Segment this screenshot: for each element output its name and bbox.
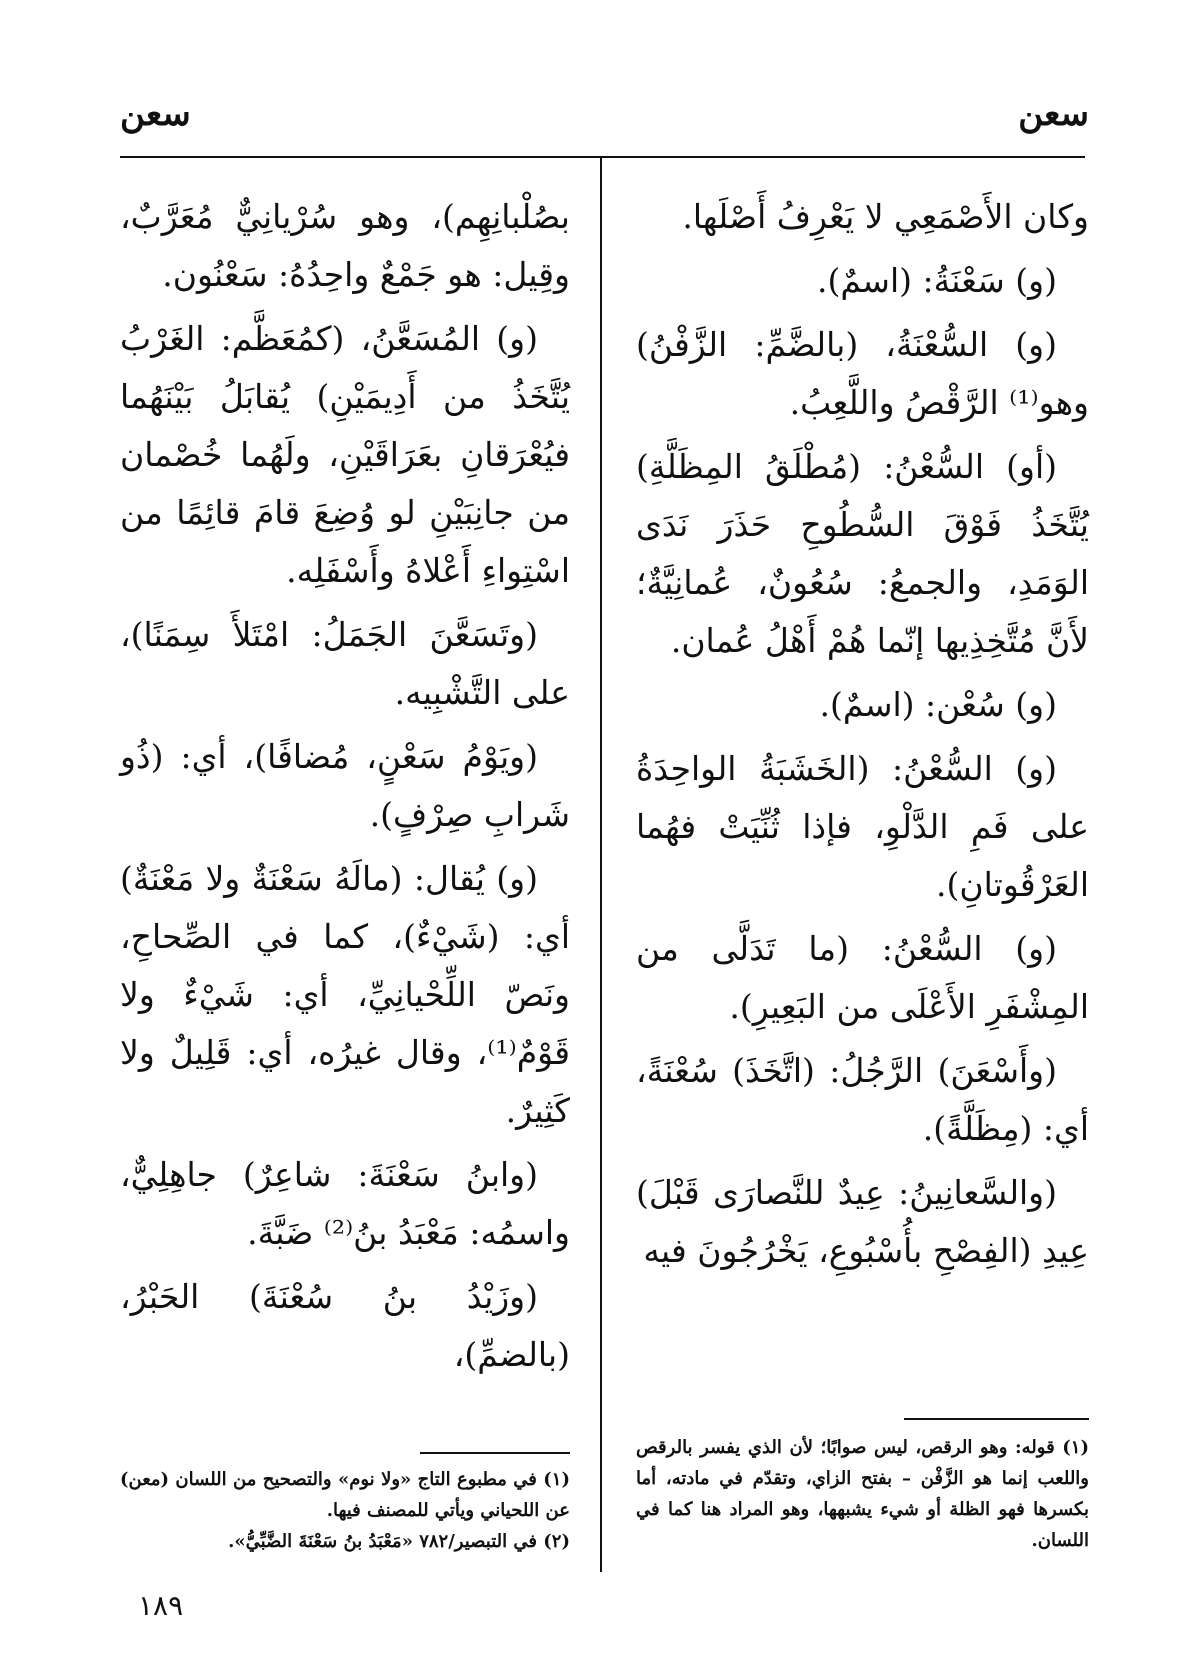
- entry-paragraph: بصُلْبانِهِم)، وهو سُرْيانِيٌّ مُعَرَّبٌ، وقِيل: هو جَمْعٌ واحِدُهُ: سَعْنُون.: [120, 197, 570, 294]
- entry-paragraph: (و) سَعْنَةُ: (اسمٌ).: [816, 261, 1057, 300]
- entry-paragraph: (و) السُّعْنَةُ، (بالضَّمِّ: الزَّفْنُ) وهو⁽¹⁾ الرَّقْصُ واللَّعِبُ.: [636, 325, 1089, 422]
- entry-paragraph: (وتَسَعَّنَ الجَمَلُ: امْتَلأَ سِمَنًا)، على التَّشْبِيه.: [120, 615, 570, 712]
- footnotes-left: [120, 1464, 570, 1557]
- entry-paragraph: (وابنُ سَعْنَةَ: شاعِرٌ) جاهِلِيٌّ، واسمُه: مَعْبَدُ بنُ⁽²⁾ ضَبَّةَ.: [120, 1155, 570, 1252]
- running-head-left: سعن: [120, 94, 191, 134]
- running-head-right: سعن: [1018, 94, 1089, 134]
- entry-paragraph: (أو) السُّعْنُ: (مُطْلَقُ المِظَلَّةِ) يُتَّخَذُ فَوْقَ السُّطُوحِ حَذَرَ نَدَى الوَمَدِ، والجمعُ: سُعُونٌ، عُمانِيَّةٌ؛ لأَنَّ مُتَّخِذِيها إنّما هُمْ أَهْلُ عُمان.: [636, 447, 1089, 660]
- entry-paragraph: (و) السُّعْنُ: (ما تَدَلَّى من المِشْفَرِ الأَعْلَى من البَعِيرِ).: [636, 929, 1089, 1026]
- entry-paragraph: (ويَوْمُ سَعْنٍ، مُضافًا)، أي: (ذُو شَرابِ صِرْفٍ).: [120, 737, 570, 834]
- entry-paragraph: (و) السُّعْنُ: (الخَشَبَةُ الواحِدَةُ على فَمِ الدَّلْوِ، فإذا ثُنِّيَتْ فهُما العَرْقُوتانِ).: [636, 749, 1089, 904]
- column-divider: [600, 157, 602, 1572]
- header-rule: [120, 156, 1085, 158]
- footnote: (١) في مطبوع التاج «ولا نوم» والتصحيح من اللسان (معن) عن اللحياني ويأتي للمصنف فيها.: [120, 1469, 570, 1521]
- entry-paragraph: وكان الأَصْمَعِي لا يَعْرِفُ أَصْلَها.: [682, 197, 1089, 236]
- right-column: [636, 188, 1089, 1286]
- entry-paragraph: (و) يُقال: (مالَهُ سَعْنَةٌ ولا مَعْنَةٌ) أي: (شَيْءٌ)، كما في الصِّحاحِ، ونَصّ اللِّحْيانِيِّ، أي: شَيْءٌ ولا قَوْمٌ⁽¹⁾، وقال غيرُه، أي: قَلِيلٌ ولا كَثِيرٌ.: [120, 859, 570, 1130]
- footnote-rule-right: [904, 1418, 1089, 1420]
- entry-paragraph: (و) سُعْن: (اسمٌ).: [819, 685, 1057, 724]
- footnotes-right: [636, 1432, 1089, 1556]
- left-column: [120, 188, 570, 1390]
- entry-paragraph: (والسَّعانِينُ: عِيدٌ للنَّصارَى قَبْلَ) عِيدِ (الفِصْحِ بأُسْبُوعِ، يَخْرُجُونَ فيه: [636, 1173, 1089, 1270]
- entry-paragraph: (وزَيْدُ بنُ سُعْنَةَ) الحَبْرُ، (بالضمِّ)،: [120, 1277, 570, 1374]
- page-number: ١٨٩: [138, 1589, 184, 1622]
- footnote-rule-left: [420, 1452, 570, 1454]
- entry-paragraph: (وأَسْعَنَ) الرَّجُلُ: (اتَّخَذَ) سُعْنَةً، أي: (مِظَلَّةً).: [636, 1051, 1089, 1148]
- footnote: (٢) في التبصير/٧٨٢ «مَعْبَدُ بنُ سَعْنَةَ الضَّبِّيُّ».: [228, 1531, 570, 1552]
- footnote: (١) قوله: وهو الرقص، ليس صوابًا؛ لأن الذي يفسر بالرقص واللعب إنما هو الزَّفْن – بفتح الزاي، وتقدّم في مادته، أما بكسرها فهو الظلة أو شيء يشبهها، وهو المراد هنا كما في اللسان.: [636, 1437, 1089, 1551]
- entry-paragraph: (و) المُسَعَّنُ، (كمُعَظَّم: الغَرْبُ يُتَّخَذُ من أَدِيمَيْنِ) يُقابَلُ بَيْنَهُما فيُعْرَقانِ بعَرَاقَيْنِ، ولَهُما خُصْمان من جانِبَيْنِ لو وُضِعَ قامَ قائِمًا من اسْتِواءِ أَعْلاهُ وأَسْفَلِه.: [120, 319, 570, 590]
